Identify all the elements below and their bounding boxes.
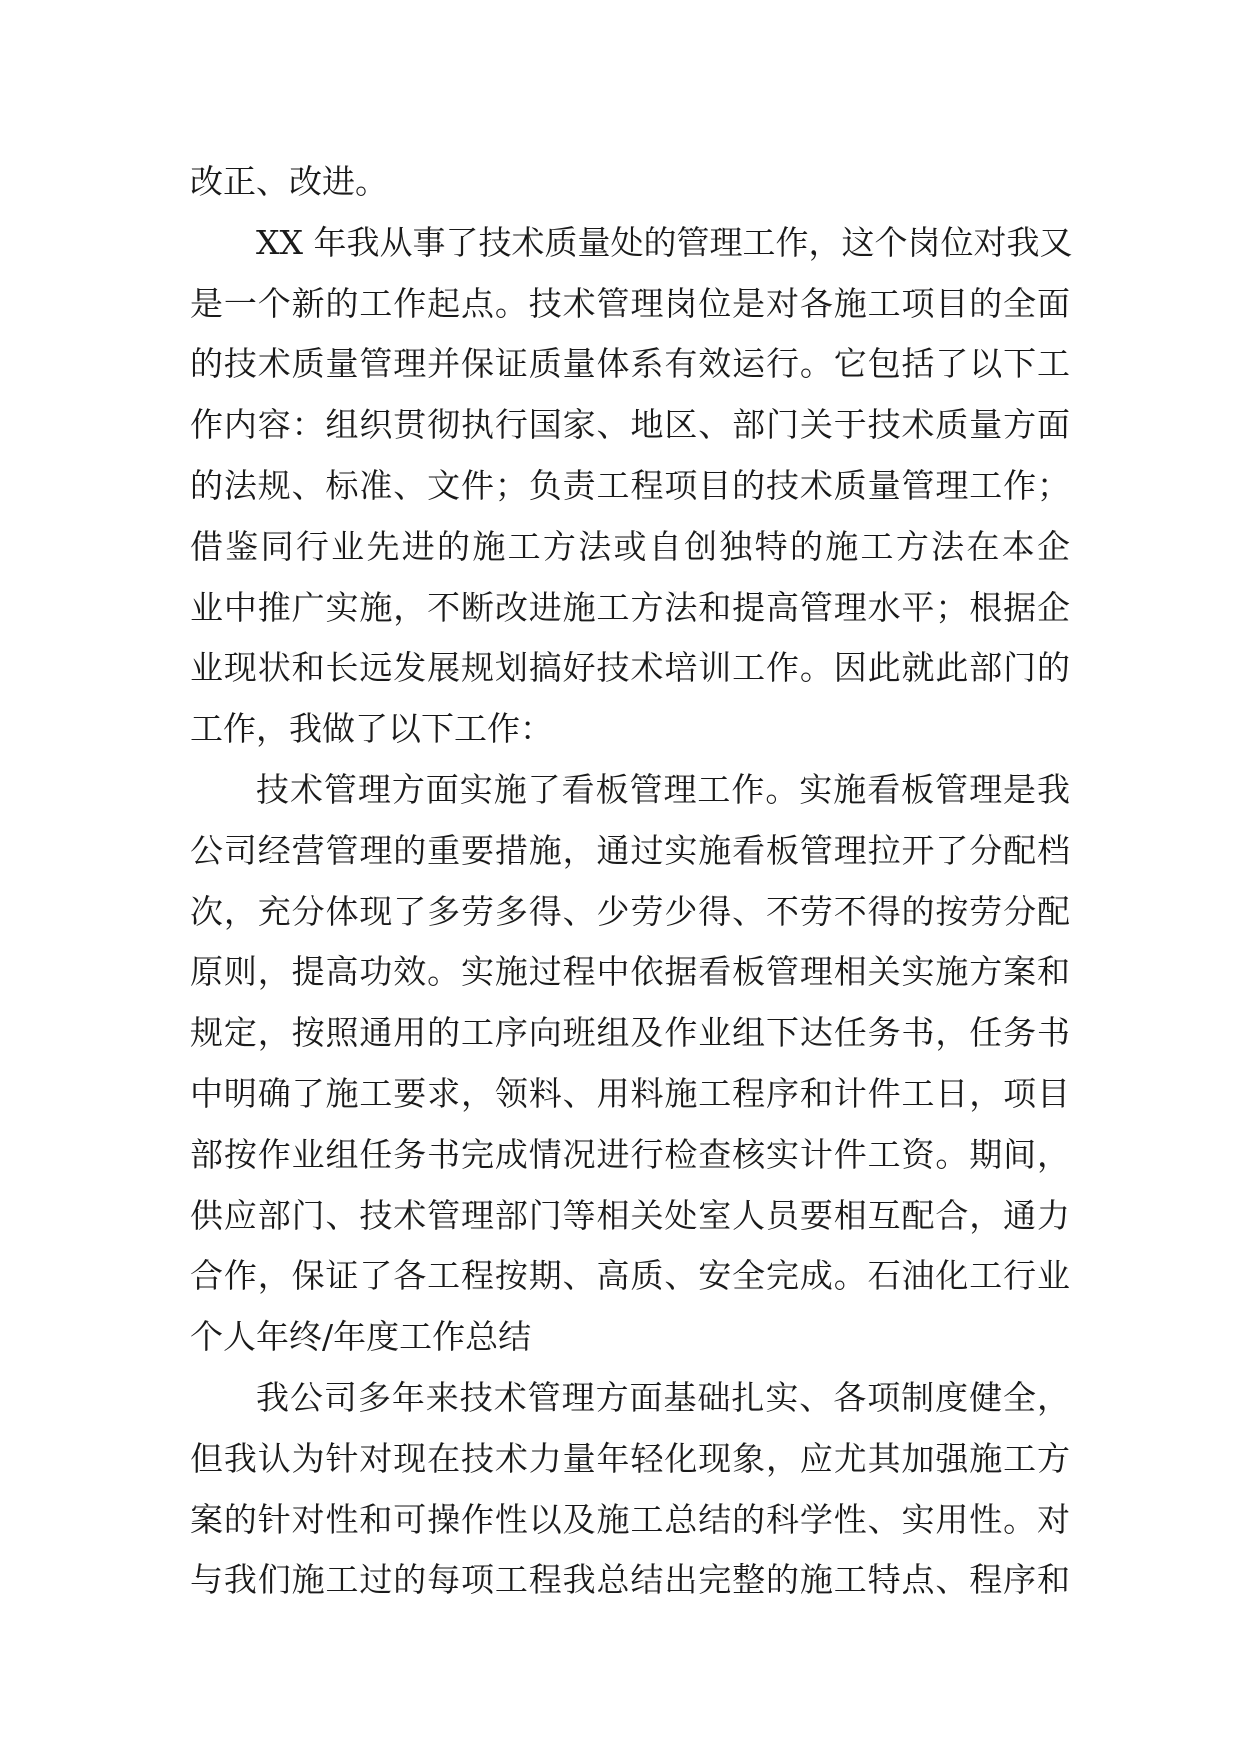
text-line: 工作，我做了以下工作： <box>190 709 553 749</box>
text-line: 合作，保证了各工程按期、高质、安全完成。石油化工行业 <box>190 1256 1070 1296</box>
text-line: 规定，按照通用的工序向班组及作业组下达任务书，任务书 <box>190 1013 1070 1053</box>
text-line: 的法规、标准、文件；负责工程项目的技术质量管理工作； <box>190 465 1070 505</box>
text-line: 但我认为针对现在技术力量年轻化现象，应尤其加强施工方 <box>190 1438 1070 1478</box>
text-line: 供应部门、技术管理部门等相关处室人员要相互配合，通力 <box>190 1195 1070 1235</box>
text-line: 中明确了施工要求，领料、用料施工程序和计件工日，项目 <box>190 1073 1070 1113</box>
text-line: 与我们施工过的每项工程我总结出完整的施工特点、程序和 <box>190 1560 1070 1600</box>
text-line: 作内容：组织贯彻执行国家、地区、部门关于技术质量方面 <box>190 405 1070 445</box>
text-line: 原则，提高功效。实施过程中依据看板管理相关实施方案和 <box>190 952 1070 992</box>
text-line: 我公司多年来技术管理方面基础扎实、各项制度健全， <box>256 1377 1070 1417</box>
text-line: XX 年我从事了技术质量处的管理工作，这个岗位对我又 <box>256 222 1073 262</box>
text-line: 次，充分体现了多劳多得、少劳少得、不劳不得的按劳分配 <box>190 891 1070 931</box>
text-line: 是一个新的工作起点。技术管理岗位是对各施工项目的全面 <box>190 283 1070 323</box>
text-line: 部按作业组任务书完成情况进行检查核实计件工资。期间， <box>190 1134 1070 1174</box>
text-line: 案的针对性和可操作性以及施工总结的科学性、实用性。对 <box>190 1499 1070 1539</box>
text-line: 的技术质量管理并保证质量体系有效运行。它包括了以下工 <box>190 344 1070 384</box>
text-line: 改正、改进。 <box>190 162 388 201</box>
text-line: 借鉴同行业先进的施工方法或自创独特的施工方法在本企 <box>190 526 1070 566</box>
text-line: 业现状和长远发展规划搞好技术培训工作。因此就此部门的 <box>190 648 1070 688</box>
text-line: 业中推广实施，不断改进施工方法和提高管理水平；根据企 <box>190 587 1070 627</box>
text-line: 个人年终/年度工作总结 <box>190 1317 532 1357</box>
document-body <box>190 152 1073 1611</box>
text-line: 公司经营管理的重要措施，通过实施看板管理拉开了分配档 <box>190 830 1070 870</box>
text-line: 技术管理方面实施了看板管理工作。实施看板管理是我 <box>256 769 1070 809</box>
